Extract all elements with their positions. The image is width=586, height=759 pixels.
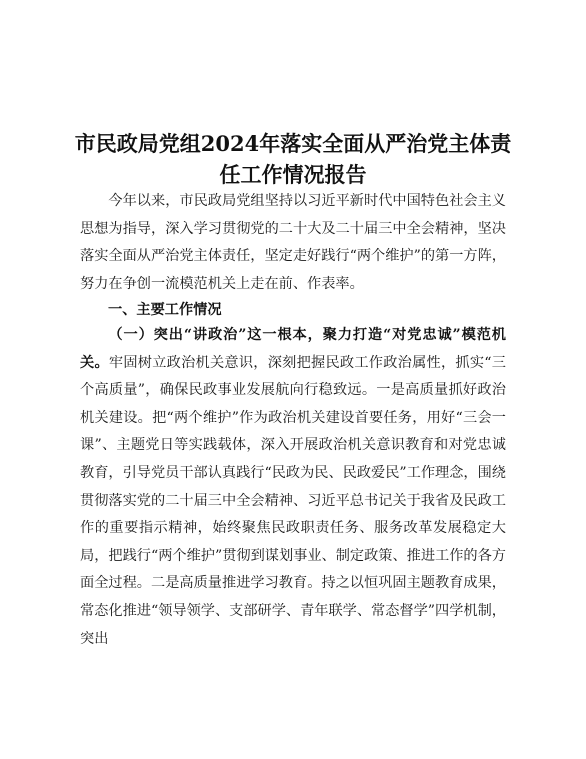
subsection-1-paragraph [80,322,506,653]
subsection-1-heading: （一）突出“讲政治”这一根本，聚力打造“对党忠诚”模范机关。 [80,327,506,371]
section-heading-main-work: 一、主要工作情况 [108,302,222,318]
document-title: 市民政局党组2024年落实全面从严治党主体责任工作情况报告 [74,131,512,187]
intro-paragraph: 今年以来，市民政局党组坚持以习近平新时代中国特色社会主义思想为指导，深入学习贯彻党的二十大及二十届三中全会精神，坚决落实全面从严治党主体责任，坚定走好践行“两个维护”的第一方阵，努力在争创一流模范机关上走在前、作表率。 [80,193,506,292]
subsection-1-body: 牢固树立政治机关意识，深刻把握民政工作政治属性，抓实“三个高质量”，确保民政事业发展航向行稳致远。一是高质量抓好政治机关建设。把“两个维护”作为政治机关建设首要任务，用好“三会一课”、主题党日等实践载体，深入开展政治机关意识教育和对党忠诚教育，引导党员干部认真践行“民政为民、民政爱民”工作理念，围绕贯彻落实党的二十届三中全会精神、习近平总书记关于我省及民政工作的重要指示精神，始终聚焦民政职责任务、服务改革发展稳定大局，把践行“两个维护”贯彻到谋划事业、制定政策、推进工作的各方面全过程。二是高质量推进学习教育。持之以恒巩固主题教育成果，常态化推进“领导领学、支部研学、青年联学、常态督学”四学机制，突出 [80,354,506,647]
